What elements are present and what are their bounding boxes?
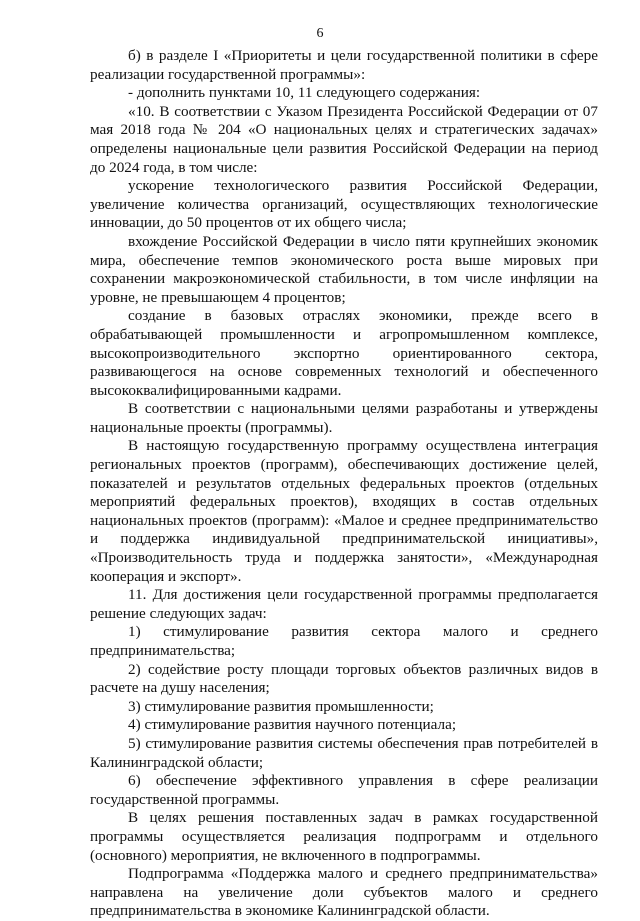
paragraph: вхождение Российской Федерации в число пяти крупнейших экономик мира, обеспечение темпов экономического роста выше мировых при сохранении макроэкономической стабильности, в том числе инфляции на уровне, не превышающем 4 процентов;	[90, 232, 598, 306]
paragraph: б) в разделе I «Приоритеты и цели государственной политики в сфере реализации государственной программы»:	[90, 47, 598, 83]
paragraph: В настоящую государственную программу осуществлена интеграция региональных проектов (программ), обеспечивающих достижение целей, показателей и результатов отдельных федеральных проектов (отдельных мероприятий федеральных проектов), входящих в состав отдельных национальных проектов (программ): «Малое и среднее предпринимательство и поддержка индивидуальной предпринимательской инициативы», «Производительность труда и поддержка занятости», «Международная кооперация и экспорт».	[90, 437, 598, 585]
paragraph: 4) стимулирование развития научного потенциала;	[128, 716, 457, 734]
document-body	[90, 47, 598, 921]
paragraph: 3) стимулирование развития промышленности;	[128, 697, 434, 715]
paragraph: создание в базовых отраслях экономики, прежде всего в обрабатывающей промышленности и агропромышленном комплексе, высокопроизводительного экспортно ориентированного сектора, развивающегося на основе современных технологий и обеспеченного высококвалифицированными кадрами.	[90, 307, 598, 399]
paragraph: 6) обеспечение эффективного управления в сфере реализации государственной программы.	[90, 772, 598, 808]
paragraph: В целях решения поставленных задач в рамках государственной программы осуществляется реализация подпрограмм и отдельного (основного) мероприятия, не включенного в подпрограммы.	[90, 809, 598, 864]
paragraph: Подпрограмма «Поддержка малого и среднего предпринимательства» направлена на увеличение доли субъектов малого и среднего предпринимательства в экономике Калининградской области.	[90, 865, 598, 920]
paragraph: 2) содействие росту площади торговых объектов различных видов в расчете на душу населения;	[90, 660, 598, 697]
paragraph: ускорение технологического развития Российской Федерации, увеличение количества организаций, осуществляющих технологические инновации, до 50 процентов от их общего числа;	[90, 177, 598, 232]
paragraph: 11. Для достижения цели государственной программы предполагается решение следующих задач:	[90, 586, 598, 622]
paragraph: - дополнить пунктами 10, 11 следующего содержания:	[128, 84, 481, 102]
paragraph: «10. В соответствии с Указом Президента Российской Федерации от 07 мая 2018 года № 204 «О национальных целях и стратегических задачах» определены национальные цели развития Российской Федерации на период до 2024 года, в том числе:	[90, 102, 598, 176]
paragraph: 5) стимулирование развития системы обеспечения прав потребителей в Калининградской области;	[90, 734, 598, 771]
paragraph: В соответствии с национальными целями разработаны и утверждены национальные проекты (программы).	[90, 400, 598, 436]
paragraph: 1) стимулирование развития сектора малого и среднего предпринимательства;	[90, 623, 598, 659]
page-number: 6	[316, 26, 324, 41]
